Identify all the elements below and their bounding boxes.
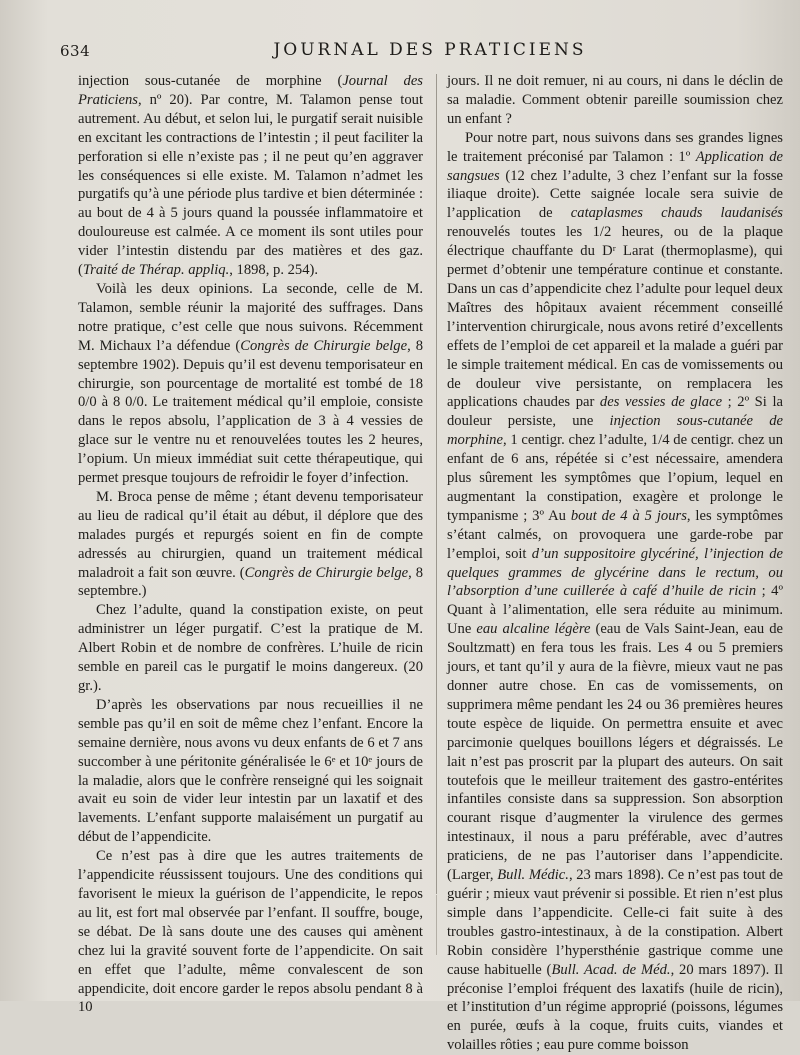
italic-reference: Bull. Médic. [497,867,569,884]
text-run: M. Broca pense de même ; étant devenu temporisateur au lieu de radical qu’il était au début, il déplore que des malades purgés et repurgés soient en fin de compte adressés au chirurgien, quand un traitement médical maladroit a fait son œuvre. ( [78,488,423,581]
text-run: , les symptômes s’étant calmés, on provoquera une garde-robe par l’emploi, soit [447,507,783,562]
italic-reference: Bull. Acad. de Méd. [551,961,671,978]
paragraph [447,72,783,129]
italic-reference: Traité de Thérap. appliq. [82,262,230,279]
right-column [447,72,783,1055]
italic-reference: Congrès de Chirurgie belge [240,337,408,354]
text-run: Pour notre part, nous suivons dans ses grandes lignes le traitement préconisé par Talamon : 1º [447,129,783,165]
text-run: , 1898, p. 254). [229,262,319,279]
left-column [78,72,423,1017]
paragraph [78,72,423,280]
column-divider [436,74,437,894]
page-number: 634 [60,42,91,60]
text-run: , nº 20). Par contre, M. Talamon pense tout autrement. Au début, et selon lui, le purgatif serait nuisible en excitant les contractions de l’intestin ; il peut faciliter la perforation si elle n’existe pas ; il ne peut qu’en aggraver les conséquences si elle existe. M. Talamon n’admet les purgatifs qu’à une période plus tardive et bien déterminée : au bout de 4 à 5 jours quand la poussée inflammatoire et douloureuse est calmée. A ce moment ils sont utiles pour vider l’intestin distendu par des matières et des gaz. ( [78,91,423,279]
paragraph [447,129,783,1055]
italic-reference: cataplasmes chauds laudanisés [570,205,783,222]
italic-reference: Journal des Praticiens [78,73,423,108]
italic-reference: des vessies de glace [599,394,723,411]
text-run: Voilà les deux opinions. La seconde, celle de M. Talamon, semble réunir la majorité des suffrages. Dans notre pratique, c’est celle que nous suivons. Récemment M. Michaux l’a défendue ( [78,280,423,354]
italic-reference: d’un suppositoire glycériné, l’injection de quelques grammes de glycérine dans le rectum, ou l’absorption d’une cuillerée à café d’huile de ricin [447,545,783,600]
text-run: Ce n’est pas à dire que les autres traitements de l’appendicite réussissent toujours. Une des conditions qui favorisent le mieux la guérison de l’appendicite, le repos au lit, est fort mal observée par l’enfant. Il souffre, bouge, se débat. De là sans doute une des causes qui amènent chez lui la gravité souvent forte de l’appendicite. On sait en effet que l’adulte, même convalescent de son appendicite, doit encore garder le repos absolu pendant 8 à 10 [78,848,423,1016]
text-run: (eau de Vals Saint-Jean, eau de Soultzmatt) en fera tous les frais. Les 4 ou 5 premiers jours, et tant qu’il y aura de la fièvre, mieux vaut ne pas donner autre chose. En cas de vomissements, on supprimera même pendant les 24 ou 36 premières heures toute espèce de liquide. On permettra ensuite et avec parcimonie quelques bouillons légers et dégraissés. Le lait n’est pas proscrit par la plupart des auteurs. On sait toutefois que le meilleur traitement des gastro-entérites infantiles consiste dans sa suppression. Son absorption courant risque d’augmenter la virulence des germes intestinaux, il nous a paru préférable, avec d’autres praticiens, de ne pas l’autoriser dans l’appendicite. (Larger, [447,621,783,884]
paragraph [78,488,423,601]
text-run: renouvelés toutes les 1/2 heures, ou de la plaque électrique chauffante du Dʳ Larat (thermoplasme), qui permet d’obtenir une température continue et constante. Dans un cas d’appendicite chez l’adulte pour lequel deux Maîtres des hôpitaux avaient récemment conseillé l’intervention chirurgicale, nous avons retiré d’excellents effets de l’emploi de cet appareil et la malade a guéri par le simple traitement médical. En cas de vomissements ou de douleur vive persistante, on remplacera les applications chaudes par [447,224,783,411]
text-run: injection sous-cutanée de morphine ( [78,73,343,89]
paragraph [78,601,423,696]
text-run: ; 2º Si la douleur persiste, une [447,394,783,430]
text-run: D’après les observations par nous recueillies il ne semble pas qu’il en soit de même chez l’enfant. Encore la semaine dernière, nous avons vu deux enfants de 6 et 7 ans succomber à une péritonite généralisée le 6ᵉ et 10ᵉ jours de la maladie, alors que le confrère renseigné qui les soignait avait eu soin de vider leur intestin par un laxatif et des lavements. L’enfant supporte malaisément un purgatif au début de l’appendicite. [78,696,423,846]
paragraph [78,280,423,488]
text-run: , 23 mars 1898). Ce n’est pas tout de guérir ; mieux vaut prévenir si possible. Et rien n’est plus simple dans l’appendicite. Celle-ci fait suite à des troubles gastro-intestinaux, à de la constipation. Albert Robin considère l’hypersthénie gastrique comme une cause habituelle ( [447,867,783,978]
text-run: Chez l’adulte, quand la constipation existe, on peut administrer un léger purgatif. C’est la pratique de M. Albert Robin et de nombre de confrères. L’huile de ricin semble en pareil cas le purgatif le moins dangereux. (20 gr.). [78,602,423,694]
text-run: , 1 centigr. chez l’adulte, 1/4 de centigr. chez un enfant de 6 ans, répétée si c’est nécessaire, amendera plus sûrement les symptômes que l’opium, lequel en augmentant la constipation, exagère et prolonge le tympanisme ; 3º Au [447,432,783,524]
paragraph [78,696,423,847]
text-run: ; 4º Quant à l’alimentation, elle sera réduite au minimum. Une [447,583,783,638]
paragraph [78,847,423,1017]
journal-title: JOURNAL DES PRATICIENS [273,40,587,60]
text-run: , 8 septembre 1902). Depuis qu’il est devenu temporisateur en chirurgie, son pourcentage de mortalité est tombé de 18 0/0 à 8 0/0. Le traitement médical qu’il emploie, consiste dans le repos absolu, l’application de 3 à 4 vessies de glace sur le ventre nu et renouvelées toutes les 2 heures, l’opium. Un mieux immédiat suit cette thérapeutique, qui permet presque toujours de refroidir le foyer d’infection. [78,337,424,487]
italic-reference: Application de sangsues [447,148,783,184]
text-run: , 20 mars 1897). Il préconise l’emploi fréquent des laxatifs (huile de ricin), et l’institution d’un régime approprié (poissons, légumes en purée, œufs à la coque, fruits cuits, viandes et volailles rôties ; eau pure comme boisson [447,961,784,1054]
text-run: jours. Il ne doit remuer, ni au cours, ni dans le déclin de sa maladie. Comment obtenir pareille soumission chez un enfant ? [447,73,783,127]
page-header [60,40,770,66]
italic-reference: Congrès de Chirurgie belge [244,564,409,581]
text-run: (12 chez l’adulte, 3 chez l’enfant sur la fosse iliaque droite). Cette saignée locale sera suivie de l’application de [447,167,783,222]
italic-reference: bout de 4 à 5 jours [570,507,687,524]
text-run: , 8 septembre.) [78,564,423,600]
italic-reference: eau alcaline légère [476,621,591,638]
column-divider-lower [436,895,437,955]
italic-reference: injection sous-cutanée de morphine [447,413,783,449]
